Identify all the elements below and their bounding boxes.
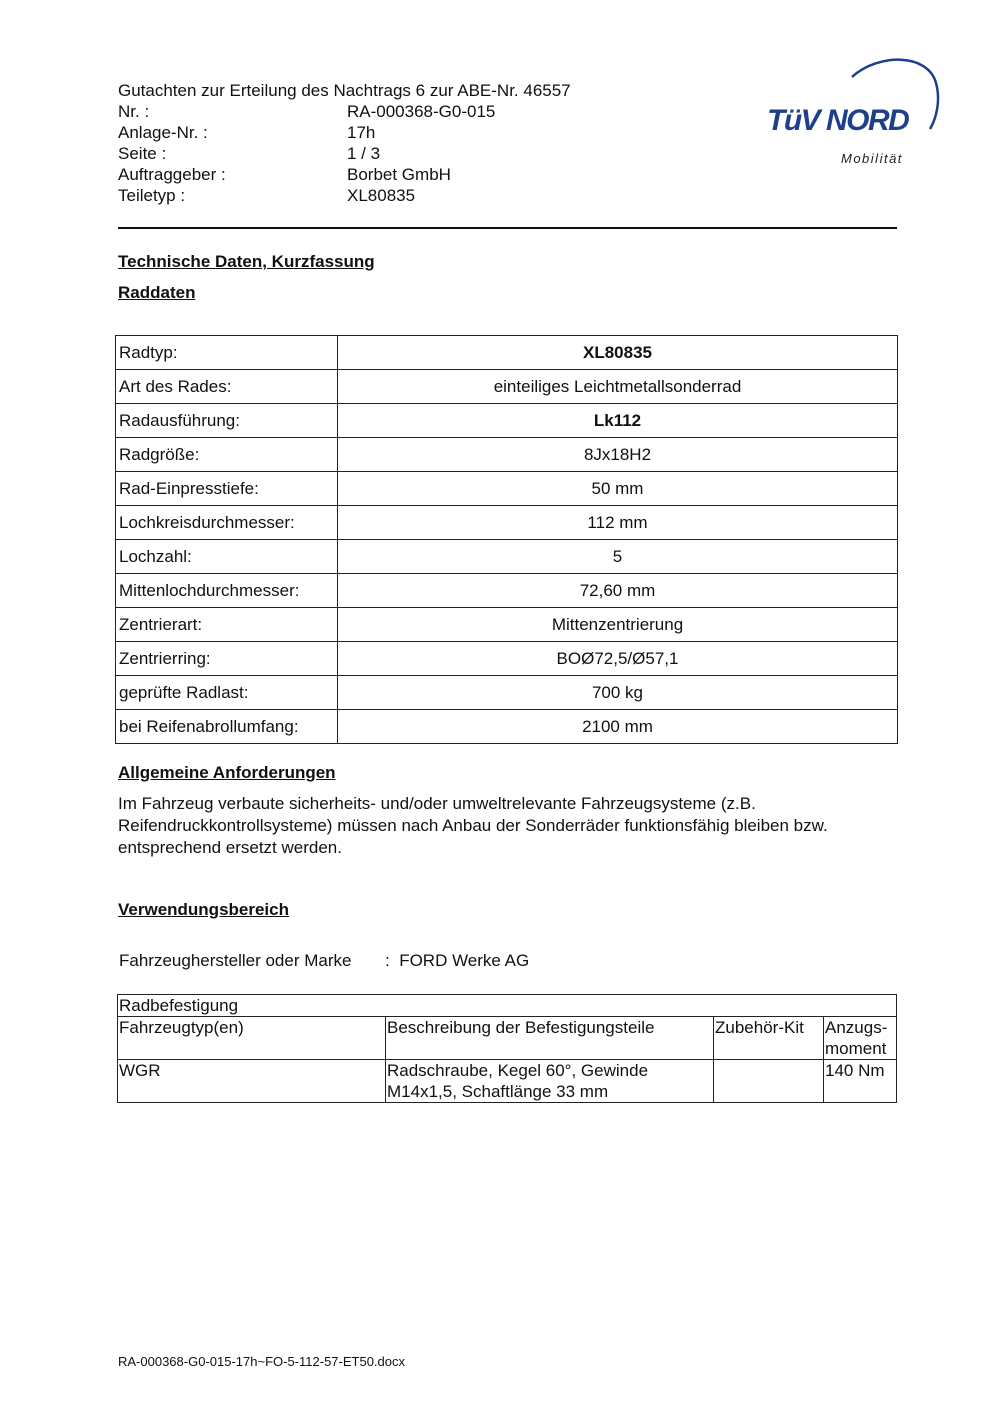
wheel-data-table	[115, 335, 898, 744]
table-row	[116, 404, 898, 438]
header-line: moment	[825, 1039, 887, 1058]
row-value: 8Jx18H2	[338, 438, 898, 472]
description-cell	[386, 1060, 714, 1103]
header-key: Anlage-Nr. :	[118, 123, 208, 142]
header-value: 1 / 3	[347, 144, 381, 163]
table-row	[116, 574, 898, 608]
anforderungen-text: Im Fahrzeug verbaute sicherheits- und/oder umweltrelevante Fahrzeugsysteme (z.B. Reifendruckkontrollsysteme) müssen nach Anbau der Sonderräder funktionsfähig bleiben bzw. entsprechend ersetzt werden.	[118, 794, 828, 857]
table-row	[116, 608, 898, 642]
tuv-nord-logo	[760, 55, 945, 175]
header-key: Seite :	[118, 144, 167, 163]
header-field-anlage	[118, 122, 571, 143]
verwendung-heading: Verwendungsbereich	[118, 900, 289, 919]
table-row	[116, 438, 898, 472]
torque-cell: 140 Nm	[824, 1060, 897, 1103]
anforderungen-heading: Allgemeine Anforderungen	[118, 763, 336, 782]
row-label: Lochkreisdurchmesser:	[116, 506, 338, 540]
column-header: Fahrzeugtyp(en)	[118, 1017, 386, 1060]
description-line: M14x1,5, Schaftlänge 33 mm	[387, 1082, 609, 1101]
mounting-table	[117, 994, 897, 1103]
mount-title: Radbefestigung	[118, 995, 897, 1017]
table-row	[118, 1060, 897, 1103]
maker-separator: :	[385, 951, 390, 970]
header-field-nr	[118, 101, 571, 122]
header-value: 17h	[347, 123, 376, 142]
row-value: einteiliges Leichtmetallsonderrad	[338, 370, 898, 404]
mount-header-row	[118, 1017, 897, 1060]
column-header: Beschreibung der Befestigungsteile	[386, 1017, 714, 1060]
maker-value: FORD Werke AG	[399, 951, 530, 970]
row-label: Radtyp:	[116, 336, 338, 370]
header-value: Borbet GmbH	[347, 165, 451, 184]
logo-brand: TüV NORD	[767, 104, 909, 137]
column-header: Zubehör-Kit	[714, 1017, 824, 1060]
table-row	[116, 370, 898, 404]
table-row	[116, 506, 898, 540]
row-value: 50 mm	[338, 472, 898, 506]
header-field-seite	[118, 143, 571, 164]
header-value: RA-000368-G0-015	[347, 102, 496, 121]
row-value: BOØ72,5/Ø57,1	[338, 642, 898, 676]
row-label: Radgröße:	[116, 438, 338, 472]
row-value: 72,60 mm	[338, 574, 898, 608]
header-line: Anzugs-	[825, 1018, 888, 1037]
logo-subtitle: Mobilität	[841, 151, 903, 166]
row-value: Mittenzentrierung	[338, 608, 898, 642]
header-field-auftraggeber	[118, 164, 571, 185]
footer-filename: RA-000368-G0-015-17h~FO-5-112-57-ET50.docx	[118, 1354, 405, 1369]
row-value: 5	[338, 540, 898, 574]
row-label: bei Reifenabrollumfang:	[116, 710, 338, 744]
vehicle-maker-line	[119, 951, 529, 971]
row-label: Radausführung:	[116, 404, 338, 438]
header-divider	[118, 227, 897, 229]
tech-heading: Technische Daten, Kurzfassung	[118, 252, 375, 271]
table-row	[116, 710, 898, 744]
description-line: Radschraube, Kegel 60°, Gewinde	[387, 1061, 649, 1080]
header-key: Auftraggeber :	[118, 165, 226, 184]
document-header	[118, 80, 571, 206]
table-row	[116, 540, 898, 574]
row-value: 700 kg	[338, 676, 898, 710]
table-row	[116, 676, 898, 710]
row-label: Mittenlochdurchmesser:	[116, 574, 338, 608]
column-header-torque	[824, 1017, 897, 1060]
header-key: Teiletyp :	[118, 186, 186, 205]
header-value: XL80835	[347, 186, 416, 205]
table-row	[116, 472, 898, 506]
header-field-teiletyp	[118, 185, 571, 206]
table-row	[116, 336, 898, 370]
report-title: Gutachten zur Erteilung des Nachtrags 6 zur ABE-Nr. 46557	[118, 81, 571, 100]
kit-cell	[714, 1060, 824, 1103]
row-label: Art des Rades:	[116, 370, 338, 404]
row-value: XL80835	[338, 336, 898, 370]
raddaten-heading: Raddaten	[118, 283, 196, 302]
mount-title-row	[118, 995, 897, 1017]
row-label: Zentrierring:	[116, 642, 338, 676]
maker-label: Fahrzeughersteller oder Marke	[119, 951, 352, 970]
row-label: geprüfte Radlast:	[116, 676, 338, 710]
header-key: Nr. :	[118, 102, 150, 121]
vehicle-type-cell: WGR	[118, 1060, 386, 1103]
row-label: Zentrierart:	[116, 608, 338, 642]
row-value: 112 mm	[338, 506, 898, 540]
row-label: Rad-Einpresstiefe:	[116, 472, 338, 506]
row-value: Lk112	[338, 404, 898, 438]
row-value: 2100 mm	[338, 710, 898, 744]
table-row	[116, 642, 898, 676]
row-label: Lochzahl:	[116, 540, 338, 574]
